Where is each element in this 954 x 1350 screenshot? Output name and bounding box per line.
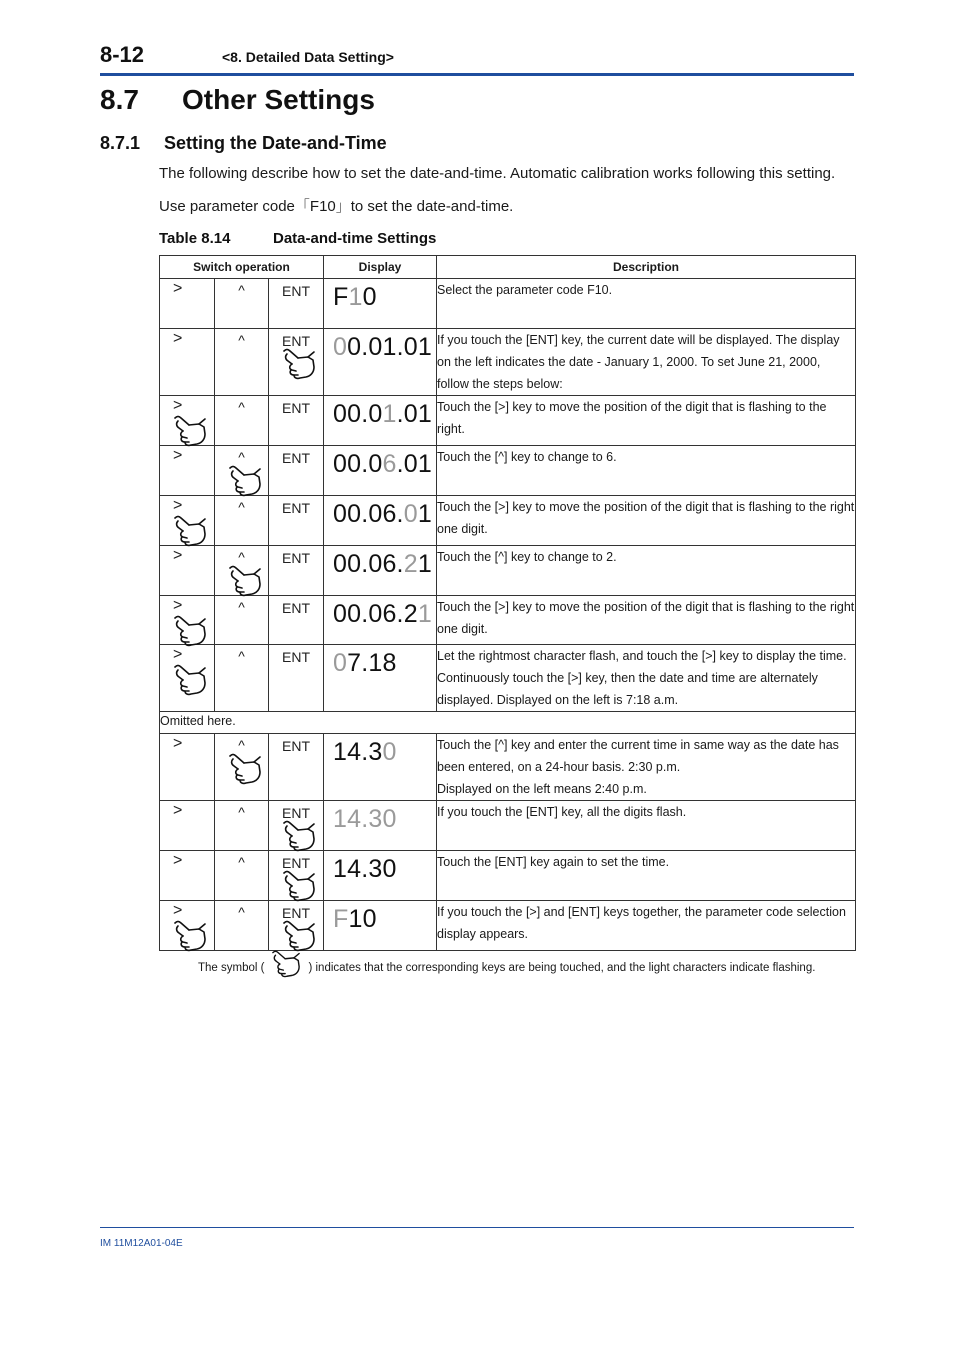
display-digit: 0.01.01 [347,333,432,361]
section-title-text: Other Settings [182,84,375,115]
table-row [160,645,856,712]
pointing-hand-icon [281,870,317,902]
footer-rule [100,1227,854,1228]
ent-key-label: ENT [282,333,310,349]
right-key-label: > [173,902,183,919]
key-cell-gt [160,645,215,712]
section-title [100,84,375,116]
description-cell: If you touch the [>] and [ENT] keys together, the parameter code selection display appears. [437,901,856,951]
key-cell-up [215,546,269,596]
display-value [324,329,436,362]
key-cell-ent [269,396,324,446]
display-digit: 1 [417,500,432,528]
display-value [324,801,436,834]
ent-key-label: ENT [282,450,310,466]
table-row [160,496,856,546]
pointing-hand-icon [172,920,208,952]
description-cell: If you touch the [ENT] key, all the digits flash. [437,801,856,851]
key-cell-up [215,329,269,396]
display-value [324,279,436,312]
display-value [324,645,436,678]
pointing-hand-icon [227,753,263,785]
description-cell: Touch the [>] key to move the position of the digit that is flashing to the right one digit. [437,496,856,546]
key-cell-up [215,645,269,712]
display-value [324,734,436,767]
display-digit: 1 [417,550,432,578]
table-row [160,446,856,496]
description-cell: Select the parameter code F10. [437,279,856,329]
right-key-label: > [173,646,183,663]
display-digit: 00.06. [333,500,404,528]
ent-key-label: ENT [282,649,310,665]
table-row [160,596,856,645]
key-cell-gt [160,496,215,546]
key-cell-gt [160,279,215,329]
omitted-note: Omitted here. [160,712,856,734]
pointing-hand-icon [172,664,208,696]
description-cell: Let the rightmost character flash, and touch the [>] key to display the time. Continuously touch the [>] key, then the date and time are alternately displayed. Displayed on the left is 7:18 a.m. [437,645,856,712]
subsection-title-text: Setting the Date-and-Time [164,133,387,153]
up-key-label: ^ [238,854,245,870]
display-digit: .01 [396,400,432,428]
up-key-label: ^ [238,804,245,820]
ent-key-label: ENT [282,550,310,566]
display-digit: F [333,283,349,311]
display-cell [324,645,437,712]
key-cell-ent [269,645,324,712]
ent-key-label: ENT [282,738,310,754]
flashing-digit: 1 [348,283,363,311]
display-digit: 00.0 [333,400,383,428]
description-cell: Touch the [^] key to change to 6. [437,446,856,496]
key-cell-up [215,396,269,446]
subsection-title [100,133,387,154]
table-header-row [160,256,856,279]
ent-key-label: ENT [282,283,310,299]
document-id: IM 11M12A01-04E [100,1238,183,1249]
description-cell: Touch the [^] key and enter the current time in same way as the date has been entered, on a 24-hour basis. 2:30 p.m. Displayed on the left means 2:40 p.m. [437,734,856,801]
display-cell [324,396,437,446]
description-cell: Touch the [>] key to move the position of the digit that is flashing to the right. [437,396,856,446]
display-digit: 10 [348,905,377,933]
right-key-label: > [173,497,183,514]
display-value [324,596,436,629]
table-row [160,901,856,951]
header-description: Description [437,256,856,279]
subsection-number: 8.7.1 [100,133,141,153]
header-switch-operation: Switch operation [160,256,324,279]
table-row [160,851,856,901]
right-key-label: > [173,597,183,614]
up-key-label: ^ [238,599,245,615]
symbol-note [198,960,815,976]
pointing-hand-icon [227,565,263,597]
key-cell-gt [160,396,215,446]
flashing-digit: 14.30 [333,805,397,833]
note-text-after: ) indicates that the corresponding keys are being touched, and the light characters indicate flashing. [308,962,816,975]
intro-paragraph-2: Use parameter code「F10」to set the date-and-time. [159,198,514,215]
table-row [160,546,856,596]
pointing-hand-icon [172,415,208,447]
up-key-label: ^ [238,648,245,664]
right-key-label: > [173,447,183,464]
up-key-label: ^ [238,399,245,415]
key-cell-ent [269,279,324,329]
key-cell-ent [269,851,324,901]
description-cell: Touch the [>] key to move the position of the digit that is flashing to the right one digit. [437,596,856,645]
right-key-label: > [173,852,183,869]
right-key-label: > [173,802,183,819]
ent-key-label: ENT [282,805,310,821]
flashing-digit: 2 [403,550,418,578]
flashing-digit: 0 [403,500,418,528]
right-key-label: > [173,735,183,752]
display-digit: .01 [396,450,432,478]
key-cell-ent [269,546,324,596]
display-cell [324,446,437,496]
flashing-digit: 1 [382,400,397,428]
omitted-row [160,712,856,734]
up-key-label: ^ [238,449,245,465]
key-cell-gt [160,851,215,901]
flashing-digit: 0 [333,333,348,361]
key-cell-up [215,734,269,801]
display-digit: 14.3 [333,738,383,766]
key-cell-ent [269,801,324,851]
key-cell-up [215,801,269,851]
key-cell-up [215,279,269,329]
table-caption-number: Table 8.14 [159,230,231,247]
header-rule [100,73,854,76]
key-cell-ent [269,329,324,396]
display-value [324,496,436,529]
display-digit: 14.30 [333,855,397,883]
flashing-digit: 0 [382,738,397,766]
flashing-digit: F [333,905,349,933]
display-cell [324,279,437,329]
display-digit: 00.0 [333,450,383,478]
flashing-digit: 0 [333,649,348,677]
pointing-hand-icon [281,820,317,852]
up-key-label: ^ [238,499,245,515]
ent-key-label: ENT [282,400,310,416]
display-digit: 00.06. [333,550,404,578]
key-cell-ent [269,496,324,546]
header-display: Display [324,256,437,279]
table-row [160,279,856,329]
section-number: 8.7 [100,84,139,115]
key-cell-up [215,596,269,645]
note-text-before: The symbol ( [198,962,265,975]
display-value [324,396,436,429]
table-row [160,396,856,446]
pointing-hand-icon [172,515,208,547]
key-cell-gt [160,801,215,851]
display-cell [324,851,437,901]
flashing-digit: 6 [382,450,397,478]
intro-paragraph-1: The following describe how to set the date-and-time. Automatic calibration works following this setting. [159,165,836,182]
display-cell [324,496,437,546]
display-cell [324,596,437,645]
key-cell-up [215,446,269,496]
key-cell-gt [160,734,215,801]
display-value [324,901,436,934]
table-row [160,329,856,396]
up-key-label: ^ [238,282,245,298]
pointing-hand-icon [281,920,317,952]
ent-key-label: ENT [282,855,310,871]
display-value [324,851,436,884]
pointing-hand-icon [281,348,317,380]
pointing-hand-icon [267,950,305,978]
display-value [324,446,436,479]
table-caption-title: Data-and-time Settings [273,230,437,247]
display-cell [324,801,437,851]
display-cell [324,329,437,396]
display-cell [324,546,437,596]
display-digit: 7.18 [347,649,397,677]
table-row [160,734,856,801]
right-key-label: > [173,547,183,564]
display-digit: 00.06.2 [333,600,418,628]
key-cell-up [215,851,269,901]
up-key-label: ^ [238,549,245,565]
description-cell: Touch the [ENT] key again to set the time. [437,851,856,901]
up-key-label: ^ [238,332,245,348]
key-cell-up [215,901,269,951]
key-cell-gt [160,329,215,396]
key-cell-ent [269,901,324,951]
chapter-title: <8. Detailed Data Setting> [222,49,394,65]
page-number: 8-12 [100,42,145,67]
flashing-digit: 1 [417,600,432,628]
right-key-label: > [173,280,183,297]
key-cell-gt [160,546,215,596]
key-cell-gt [160,596,215,645]
pointing-hand-icon [227,465,263,497]
key-cell-ent [269,596,324,645]
up-key-label: ^ [238,737,245,753]
table-row [160,801,856,851]
right-key-label: > [173,397,183,414]
ent-key-label: ENT [282,500,310,516]
date-time-settings-table [159,255,856,951]
table-caption [159,230,436,247]
description-cell: If you touch the [ENT] key, the current date will be displayed. The display on the left indicates the date - January 1, 2000. To set June 21, 2000, follow the steps below: [437,329,856,396]
pointing-hand-icon [172,615,208,647]
ent-key-label: ENT [282,600,310,616]
key-cell-ent [269,734,324,801]
display-value [324,546,436,579]
key-cell-ent [269,446,324,496]
display-cell [324,901,437,951]
table-body [160,279,856,951]
ent-key-label: ENT [282,905,310,921]
right-key-label: > [173,330,183,347]
display-digit: 0 [362,283,377,311]
key-cell-gt [160,901,215,951]
up-key-label: ^ [238,904,245,920]
page-header [100,42,854,74]
display-cell [324,734,437,801]
key-cell-up [215,496,269,546]
description-cell: Touch the [^] key to change to 2. [437,546,856,596]
key-cell-gt [160,446,215,496]
